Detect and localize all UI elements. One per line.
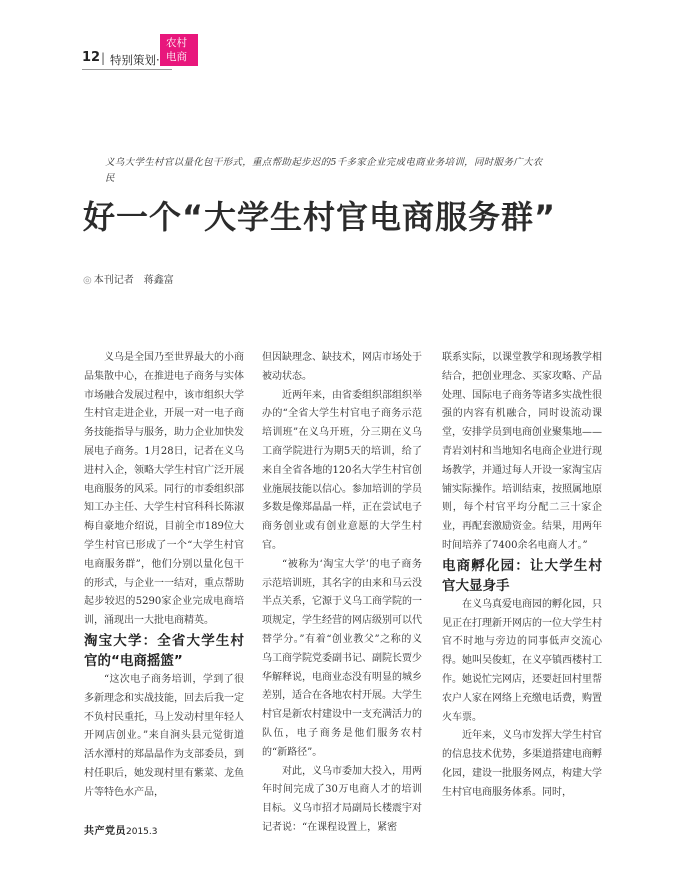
article-lead: 义乌大学生村官以量化包干形式，重点帮助起步迟的5千多家企业完成电商业务培训，同时服务广大农民 xyxy=(105,157,543,184)
byline-role: 本刊记者 xyxy=(93,275,134,286)
byline-author: 蒋鑫富 xyxy=(143,275,174,286)
paragraph: “被称为‘淘宝大学’的电子商务示范培训班，其名字的由来和马云没半点关系，它源于义乌工商学院的一项规定，学生经营的网店级别可以代替学分。”有着“创业教父”之称的义乌工商学院党委副书记、副院长贾少华解释说，电商业态没有明显的城乡差别，适合在各地农村开展。大学生村官是新农村建设中一支充满活力的队伍，电子商务是他们服务农村的“新路径”。 xyxy=(262,558,422,758)
paragraph: 对此，义乌市委加大投入，用两年时间完成了30万电商人才的培训目标。义乌市招才局副局长楼震宇对记者说：“在课程设置上，紧密 xyxy=(262,765,422,833)
column-1 xyxy=(84,349,244,803)
masthead-logo: 共产党员 xyxy=(84,826,126,837)
badge-line-1: 农村 xyxy=(166,37,187,49)
header-separator: | xyxy=(101,51,106,65)
footer xyxy=(84,822,158,837)
header-rule xyxy=(82,69,172,70)
paragraph: “这次电子商务培训，学到了很多新理念和实战技能，回去后我一定不负村民重托，马上发动村里年轻人开网店创业。”来自涧头县元觉街道活水潭村的郑晶晶作为支部委员，到村任职后，她发现村里有紫菜、龙鱼片等特色水产品， xyxy=(84,673,244,798)
paragraph: 但因缺理念、缺技术，网店市场处于被动状态。 xyxy=(262,352,422,382)
page-number: 12 xyxy=(82,50,101,65)
badge-line-2: 电商 xyxy=(166,51,187,63)
issue-number: 2015.3 xyxy=(126,827,158,837)
subheading: 淘宝大学：全省大学生村官的“电商摇篮” xyxy=(84,632,244,669)
paragraph: 联系实际，以课堂教学和现场教学相结合，把创业理念、买家攻略、产品处理、国际电子商务等诸多实战性很强的内容有机融合，同时设流动课堂，安排学员到电商创业聚集地——青岩刘村和当地知名电商企业进行现场教学，并通过每人开设一家淘宝店铺实际操作。培训结束，按照属地原则，每个村官平均分配二三十家企业，再配套激励资金。结果，用两年时间培养了7400余名电商人才。” xyxy=(442,352,602,551)
byline-marker: ◎ xyxy=(83,275,92,286)
paragraph: 在义乌真爱电商园的孵化园，只见正在打理新开网店的一位大学生村官不时地与旁边的同事低声交流心得。她叫吴俊虹，在义亭镇西楼村工作。她说忙完网店，还要赶回村里帮农户人家在网络上充缴电话费，购置火车票。 xyxy=(442,598,602,723)
column-2 xyxy=(262,349,422,838)
subheading: 电商孵化园：让大学生村官大显身手 xyxy=(442,557,602,594)
paragraph: 近两年来，由省委组织部组织举办的“全省大学生村官电子商务示范培训班”在义乌开班，分三期在义乌工商学院进行为期5天的培训，给了来自全省各地的120名大学生村官创业施展技能以信心。参加培训的学员多数是像郑晶晶一样，正在尝试电子商务创业或有创业意愿的大学生村官。 xyxy=(262,389,422,551)
paragraph: 近年来，义乌市发挥大学生村官的信息技术优势，多渠道搭建电商孵化园，建设一批服务网点，构建大学生村官电商服务体系。同时， xyxy=(442,730,602,798)
section-label: 特别策划· xyxy=(110,53,160,67)
byline xyxy=(83,271,174,286)
article-title: 好一个“大学生村官电商服务群” xyxy=(83,198,557,236)
paragraph: 义乌是全国乃至世界最大的小商品集散中心，在推进电子商务与实体市场融合发展过程中，该市组织大学生村官走进企业，开展一对一电子商务技能指导与服务，助力企业加快发展电子商务。1月28日，记者在义乌进村入企，领略大学生村官广泛开展电商服务的风采。同行的市委组织部知工办主任、大学生村官科科长陈淑梅自豪地介绍说，目前全市189位大学生村官已形成了一个“大学生村官电商服务群”，他们分别以量化包干的形式，与企业一一结对，重点帮助起步较迟的5290家企业完成电商培训，涌现出一大批电商精英。 xyxy=(84,352,244,627)
section-badge xyxy=(160,34,198,66)
column-3 xyxy=(442,349,602,803)
